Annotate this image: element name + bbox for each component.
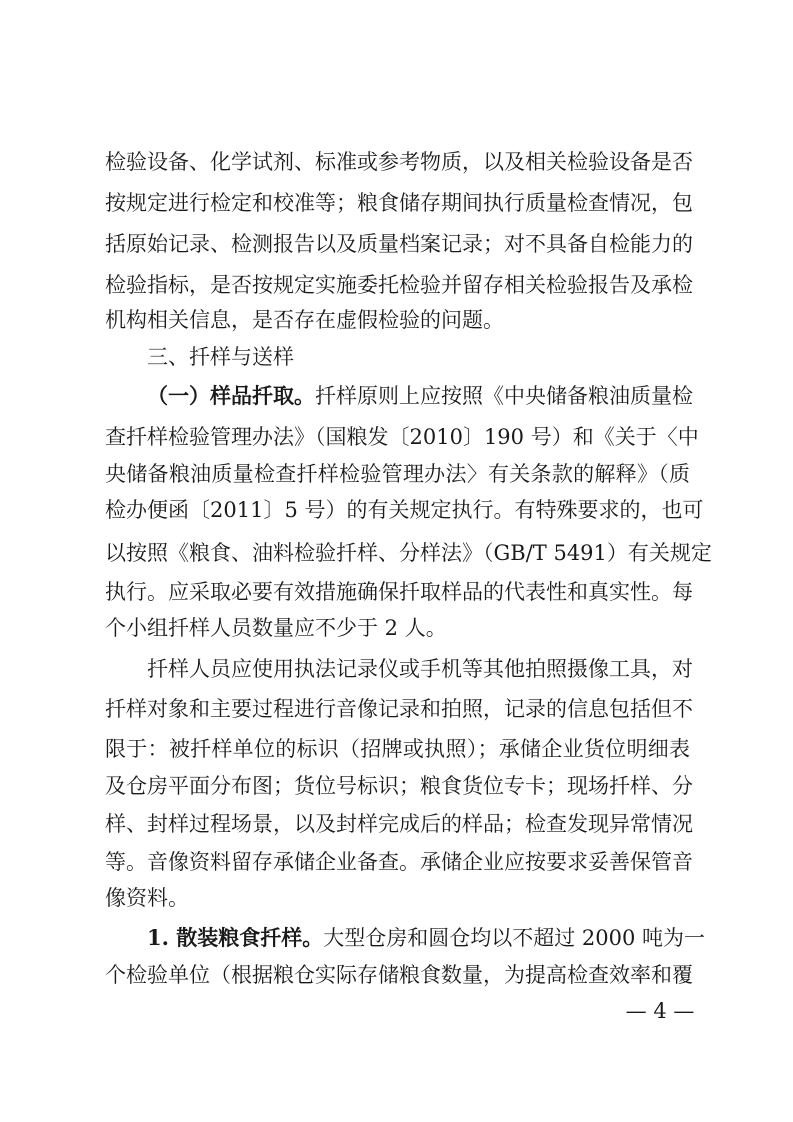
body-text-line: 央储备粮油质量检查扦样检验管理办法〉有关条款的解释》（质: [105, 462, 690, 486]
body-text-line: 像资料。: [105, 886, 189, 910]
body-text-line: 检验指标，是否按规定实施委托检验并留存相关检验报告及承检: [105, 273, 693, 297]
section-heading: 三、扦样与送样: [147, 345, 294, 369]
body-text-line: 执行。应采取必要有效措施确保扦取样品的代表性和真实性。每: [105, 580, 693, 604]
body-text-line: 以按照《粮食、油料检验扦样、分样法》（GB/T 5491）有关规定: [105, 541, 712, 565]
paragraph-bold-lead: 1. 散装粮食扦样。: [147, 925, 324, 950]
subsection-bold-lead: （一）样品扦取。: [147, 383, 315, 408]
body-text-line: 括原始记录、检测报告以及质量档案记录；对不具备自检能力的: [105, 232, 693, 256]
body-text-line: 按规定进行检定和校准等；粮食储存期间执行质量检查情况，包: [105, 191, 693, 215]
body-text-line: 检办便函〔2011〕5 号）的有关规定执行。有特殊要求的，也可: [105, 498, 704, 522]
body-text-line: 个检验单位（根据粮仓实际存储粮食数量，为提高检查效率和覆: [105, 963, 693, 987]
subsection-first-line-text: 扦样原则上应按照《中央储备粮油质量检: [315, 384, 693, 408]
paragraph-first-line-text: 大型仓房和圆仓均以不超过 2000 吨为一: [323, 926, 706, 950]
body-text-line: 机构相关信息，是否存在虚假检验的问题。: [105, 308, 504, 332]
body-text-line: 等。音像资料留存承储企业备查。承储企业应按要求妥善保管音: [105, 850, 693, 874]
body-text-line: 样、封样过程场景，以及封样完成后的样品；检查发现异常情况: [105, 812, 693, 836]
paragraph-first-line: [147, 920, 706, 956]
subsection-first-line: [147, 378, 693, 414]
body-text-line: 个小组扦样人员数量应不少于 2 人。: [105, 616, 447, 640]
body-text-line: 查扦样检验管理办法》（国粮发〔2010〕190 号）和《关于〈中: [105, 425, 699, 449]
body-text-line: 检验设备、化学试剂、标准或参考物质，以及相关检验设备是否: [105, 150, 693, 174]
body-text-line: 扦样对象和主要过程进行音像记录和拍照，记录的信息包括但不: [105, 697, 693, 721]
body-text-line: 及仓房平面分布图；货位号标识；粮食货位专卡；现场扦样、分: [105, 774, 693, 798]
paragraph-first-line: 扦样人员应使用执法记录仪或手机等其他拍照摄像工具，对: [147, 657, 693, 681]
body-text-line: 限于：被扦样单位的标识（招牌或执照）；承储企业货位明细表: [105, 737, 690, 761]
page-number: — 4 —: [625, 999, 695, 1023]
